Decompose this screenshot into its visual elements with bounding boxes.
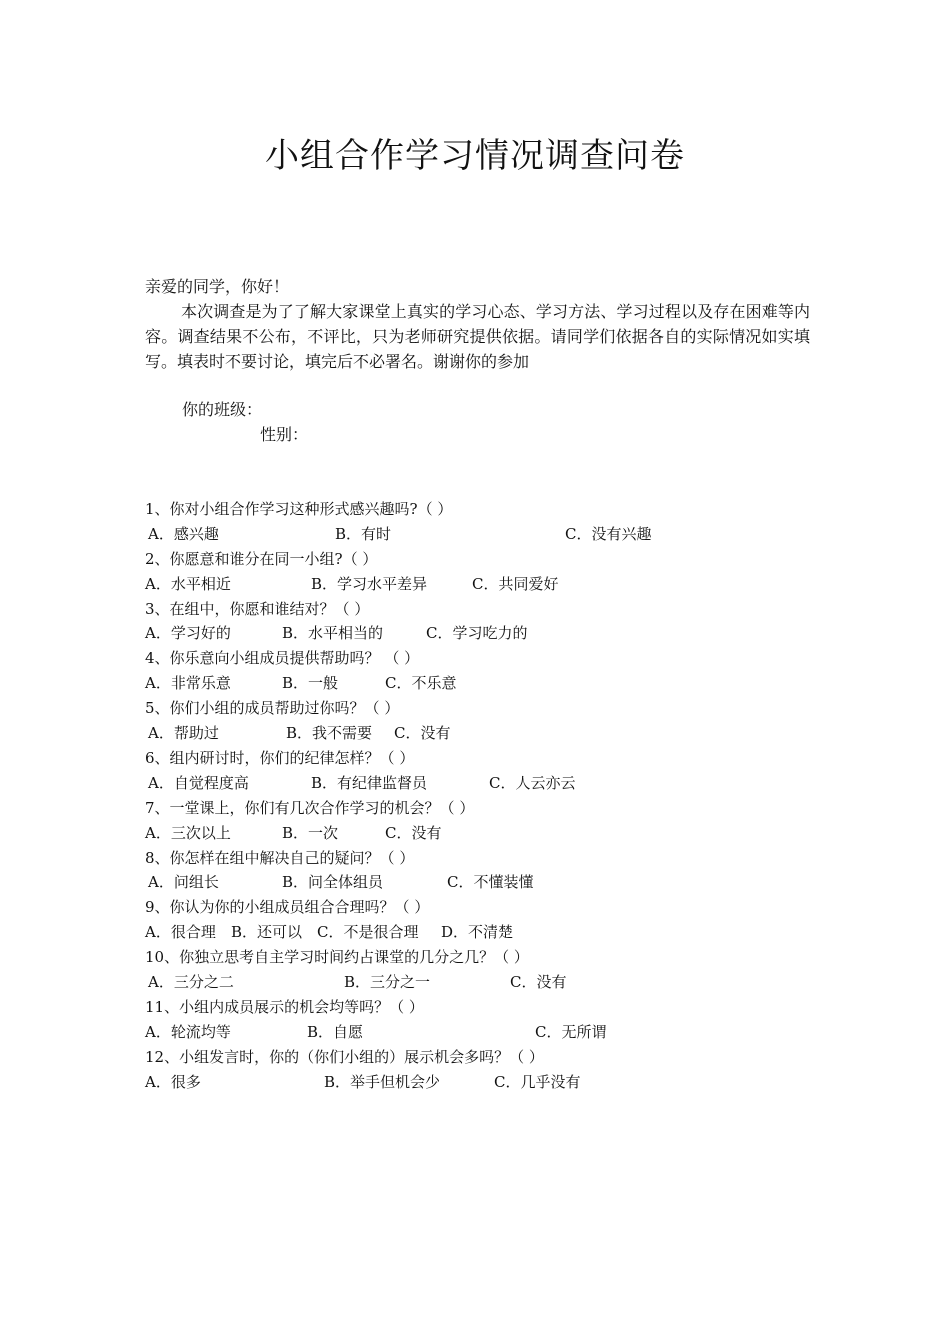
q5-option-a[interactable]: A．帮助过 (148, 723, 219, 742)
question-4: 4、你乐意向小组成员提供帮助吗？ （ ） (145, 649, 420, 668)
q6-option-a[interactable]: A．自觉程度高 (148, 773, 249, 792)
question-9: 9、你认为你的小组成员组合合理吗？（ ） (145, 898, 430, 917)
q8-option-a[interactable]: A．问组长 (148, 873, 219, 892)
q11-option-c[interactable]: C．无所谓 (535, 1022, 607, 1041)
class-field-label: 你的班级： (182, 400, 263, 419)
q7-option-a[interactable]: A．三次以上 (145, 823, 231, 842)
q5-option-b[interactable]: B．我不需要 (286, 723, 373, 742)
q3-option-c[interactable]: C．学习吃力的 (426, 624, 528, 643)
page-title: 小组合作学习情况调查问卷 (265, 136, 685, 176)
question-1-options (145, 522, 825, 547)
question-7-options (145, 821, 825, 846)
question-11: 11、小组内成员展示的机会均等吗？（ ） (145, 997, 424, 1016)
question-12: 12、小组发言时，你的（你们小组的）展示机会多吗？（ ） (145, 1047, 544, 1066)
question-12-options (145, 1070, 825, 1095)
q9-option-b[interactable]: B．还可以 (231, 923, 303, 942)
question-6: 6、组内研讨时，你们的纪律怎样？（ ） (145, 748, 415, 767)
q6-option-b[interactable]: B．有纪律监督员 (311, 773, 428, 792)
q3-option-b[interactable]: B．水平相当的 (282, 624, 384, 643)
q8-option-b[interactable]: B．问全体组员 (282, 873, 384, 892)
q12-option-b[interactable]: B．举手但机会少 (324, 1072, 441, 1091)
gender-field-label: 性别： (260, 425, 309, 444)
question-1: 1、你对小组合作学习这种形式感兴趣吗?（ ） (145, 500, 453, 518)
question-3-options (145, 621, 825, 646)
question-10: 10、你独立思考自主学习时间约占课堂的几分之几？（ ） (145, 948, 529, 967)
q10-option-c[interactable]: C．没有 (510, 972, 567, 991)
q5-option-c[interactable]: C．没有 (394, 723, 451, 742)
intro-paragraph: 本次调查是为了了解大家课堂上真实的学习心态、学习方法、学习过程以及存在困难等内容。调查结果不公布，不评比，只为老师研究提供依据。请同学们依据各自的实际情况如实填写。填表时不要讨论，填完后不必署名。谢谢你的参加 (145, 302, 810, 371)
q7-option-b[interactable]: B．一次 (282, 823, 339, 842)
q10-option-b[interactable]: B．三分之一 (344, 972, 431, 991)
q1-option-b[interactable]: B．有时 (335, 524, 392, 543)
q11-option-a[interactable]: A．轮流均等 (145, 1022, 231, 1041)
q2-option-c[interactable]: C．共同爱好 (472, 574, 559, 593)
question-5-options (145, 721, 825, 746)
q3-option-a[interactable]: A．学习好的 (145, 624, 231, 643)
question-2-options (145, 572, 825, 597)
question-5: 5、你们小组的成员帮助过你吗？（ ） (145, 699, 400, 718)
question-4-options (145, 671, 825, 696)
greeting: 亲爱的同学，你好！ (145, 277, 290, 296)
q2-option-b[interactable]: B．学习水平差异 (311, 574, 428, 593)
q7-option-c[interactable]: C．没有 (385, 823, 442, 842)
question-11-options (145, 1020, 825, 1045)
question-10-options (145, 970, 825, 995)
q12-option-c[interactable]: C．几乎没有 (494, 1072, 581, 1091)
q4-option-b[interactable]: B．一般 (282, 674, 339, 693)
q8-option-c[interactable]: C．不懂装懂 (447, 873, 534, 892)
question-9-options (145, 920, 825, 945)
question-list (145, 497, 825, 1095)
q11-option-b[interactable]: B．自愿 (307, 1022, 364, 1041)
q9-option-d[interactable]: D．不清楚 (441, 923, 514, 942)
q1-option-c[interactable]: C．没有兴趣 (565, 524, 652, 543)
q1-option-a[interactable]: A．感兴趣 (148, 524, 219, 543)
q4-option-c[interactable]: C．不乐意 (385, 674, 457, 693)
question-3: 3、在组中，你愿和谁结对？（ ） (145, 599, 370, 618)
question-2: 2、你愿意和谁分在同一小组?（ ） (145, 549, 378, 568)
question-8: 8、你怎样在组中解决自己的疑问？（ ） (145, 848, 415, 867)
q9-option-a[interactable]: A．很合理 (145, 923, 216, 942)
q9-option-c[interactable]: C．不是很合理 (317, 923, 419, 942)
question-7: 7、一堂课上，你们有几次合作学习的机会？（ ） (145, 798, 475, 817)
q6-option-c[interactable]: C．人云亦云 (489, 773, 576, 792)
q10-option-a[interactable]: A．三分之二 (148, 972, 234, 991)
question-8-options (145, 870, 825, 895)
question-6-options (145, 771, 825, 796)
q12-option-a[interactable]: A．很多 (145, 1072, 201, 1091)
q2-option-a[interactable]: A．水平相近 (145, 574, 231, 593)
q4-option-a[interactable]: A．非常乐意 (145, 674, 231, 693)
